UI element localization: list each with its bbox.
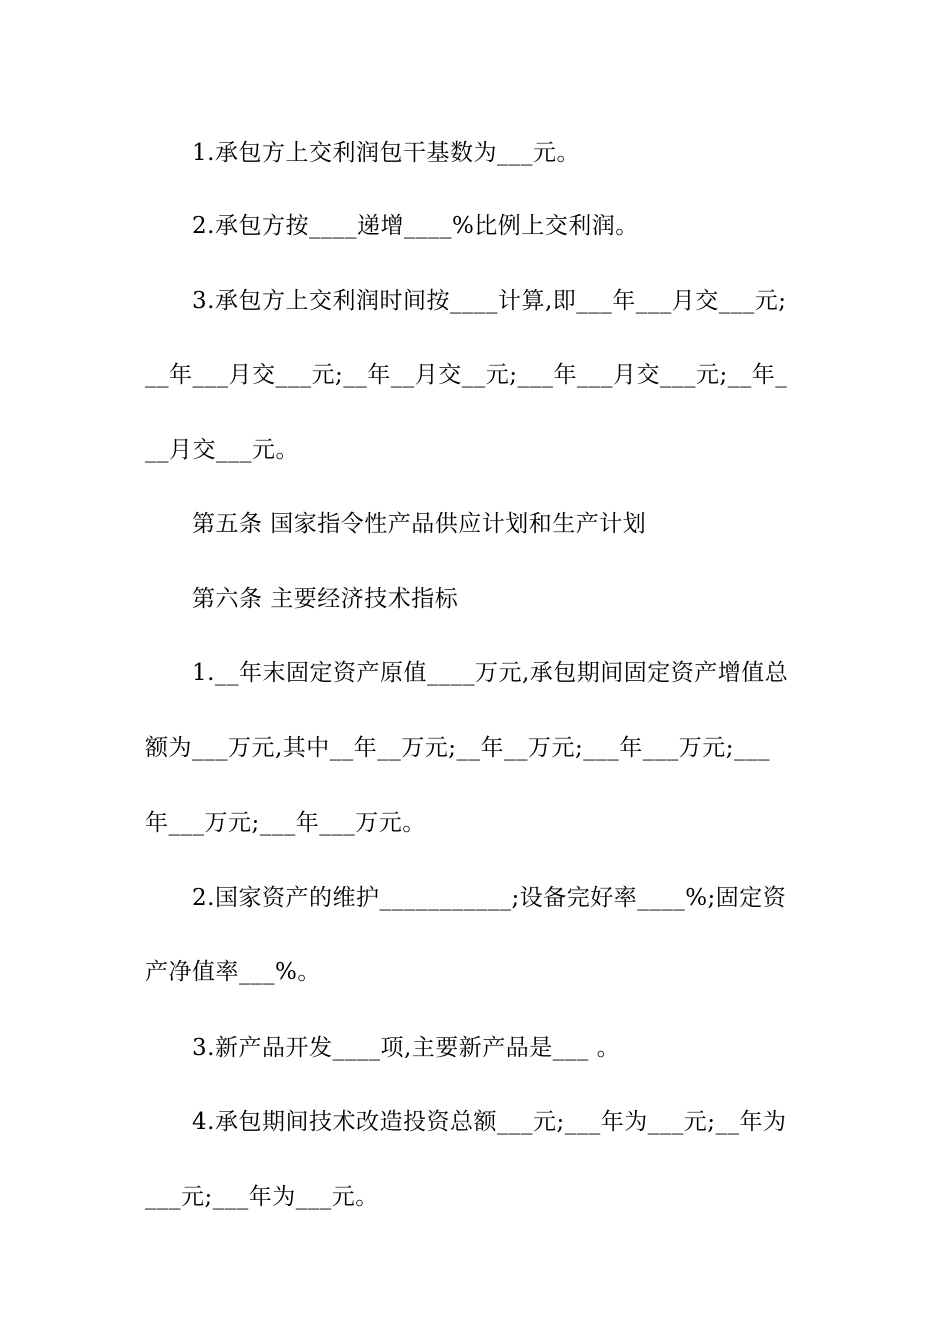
clause-6-item-2-line-1: 2.国家资产的维护___________;设备完好率____%;固定资 xyxy=(192,885,787,911)
clause-6-item-1-line-1: 1.__年末固定资产原值____万元,承包期间固定资产增值总 xyxy=(192,660,789,686)
clause-6-item-1-line-2: 额为___万元,其中__年__万元;__年__万元;___年___万元;___ xyxy=(145,735,771,761)
clause-4-item-2: 2.承包方按____递增____%比例上交利润。 xyxy=(192,213,639,239)
clause-6-item-4-line-2: ___元;___年为___元。 xyxy=(145,1184,379,1210)
clause-4-item-3-line-2: __年___月交___元;__年__月交__元;___年___月交___元;__年_ xyxy=(145,362,788,388)
clause-4-item-3-line-1: 3.承包方上交利润时间按____计算,即___年___月交___元; xyxy=(192,288,787,314)
clause-6-item-2-line-2: 产净值率___%。 xyxy=(145,959,321,985)
clause-4-item-1: 1.承包方上交利润包干基数为___元。 xyxy=(192,140,580,166)
clause-6-item-4-line-1: 4.承包期间技术改造投资总额___元;___年为___元;__年为 xyxy=(192,1109,787,1135)
clause-6-heading: 第六条 主要经济技术指标 xyxy=(192,586,459,612)
clause-4-item-3-line-3: __月交___元。 xyxy=(145,437,299,463)
clause-6-item-3: 3.新产品开发____项,主要新产品是___ 。 xyxy=(192,1035,621,1061)
clause-6-item-1-line-3: 年___万元;___年___万元。 xyxy=(145,810,426,836)
clause-5-heading: 第五条 国家指令性产品供应计划和生产计划 xyxy=(192,511,647,537)
